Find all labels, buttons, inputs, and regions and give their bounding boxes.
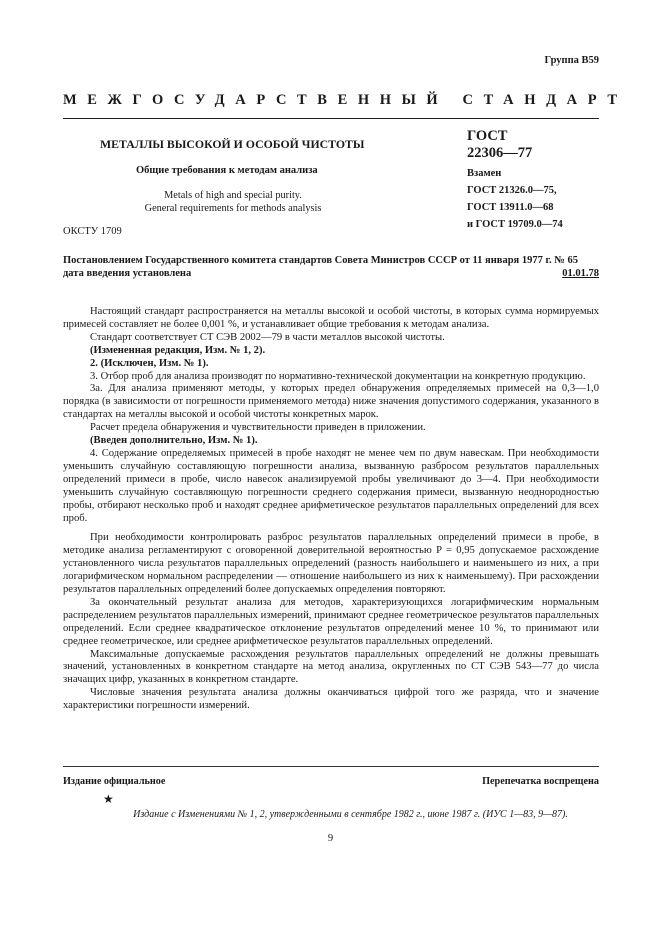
footer-rule (63, 766, 599, 767)
replaced-standard: и ГОСТ 19709.0—74 (467, 219, 563, 230)
standard-heading: МЕЖГОСУДАРСТВЕННЫЙ СТАНДАРТ (63, 92, 628, 108)
paragraph: При необходимости контролировать разброс результатов параллельных определений примеси в пробе, в методике анализа регламентируют с оговоренной доверительной вероятностью P = 0,95 допускаемое расхождение установленного числа результатов параллельных определений (разность наибольшего и наименьшего из них, а при логарифмическом нормальном распределении — отношение наибольшего из них к наименьшему). При расхождении результатов параллельных определений более допускаемых определения повторяют. (63, 532, 599, 596)
document-subtitle: Общие требования к методам анализа (136, 165, 318, 176)
gost-code-block (467, 128, 532, 162)
amendment-note: 2. (Исключен, Изм. № 1). (90, 357, 209, 369)
gost-number: 22306—77 (467, 145, 533, 161)
english-title-line-1: Metals of high and special purity. (164, 190, 302, 201)
paragraph: 4. Содержание определяемых примесей в пробе находят не менее чем по двум навескам. При необходимости уменьшить случайную составляющую погрешности анализа, вызванную разбросом результатов параллельных определений примеси в пробе, число навесок анализируемой пробы увеличивают до 3—4. При необходимости уменьшить случайную составляющую погрешности среднего содержания примеси, вызванную неоднородностью пробы, отбирают несколько проб и находят среднее арифметическое результатов параллельных определений для всех проб. (63, 447, 599, 524)
english-title (60, 189, 406, 215)
replaced-standard: ГОСТ 13911.0—68 (467, 202, 554, 213)
amendment-note: (Измененная редакция, Изм. № 1, 2). (90, 344, 266, 356)
introduction-date: 01.01.78 (562, 267, 599, 279)
official-edition-label: Издание официальное (63, 776, 166, 787)
paragraph: Стандарт соответствует СТ СЭВ 2002—79 в части металлов высокой чистоты. (90, 331, 445, 343)
gost-label: ГОСТ (467, 128, 508, 144)
amendment-note: (Введен дополнительно, Изм. № 1). (90, 435, 258, 447)
decree-block (63, 255, 599, 280)
paragraph: 3а. Для анализа применяют методы, у которых предел обнаружения определяемых примесей на 0,3—1,0 порядка (в зависимости от погрешности применяемого метода) ниже значения допустимого содержания, указанного в стандартах на металлы высокой и особой чистоты конкретных марок. (63, 383, 599, 421)
replaces-block (467, 165, 563, 233)
paragraph: Максимальные допускаемые расхождения результатов параллельных определений не должны превышать значений, установленных в конкретном стандарте на метод анализа, округленных по СТ СЭВ 543—77 до числа значащих цифр, указанных в конкретном стандарте. (63, 648, 599, 686)
body-text (63, 306, 599, 713)
okstu-code: ОКСТУ 1709 (63, 226, 122, 237)
decree-text: Постановлением Государственного комитета стандартов Совета Министров СССР от 11 января 1977 г. № 65 (63, 255, 578, 266)
paragraph: 3. Отбор проб для анализа производят по нормативно-технической документации на конкретную продукцию. (90, 370, 586, 382)
paragraph: Числовые значения результата анализа должны оканчиваться цифрой того же разряда, что и значение характеристики погрешности измерений. (63, 687, 599, 712)
replaces-label: Взамен (467, 168, 502, 179)
document-title: МЕТАЛЛЫ ВЫСОКОЙ И ОСОБОЙ ЧИСТОТЫ (100, 137, 365, 151)
page-number: 9 (327, 833, 334, 844)
english-title-line-2: General requirements for methods analysis (144, 203, 322, 214)
introduction-date-label: дата введения установлена (63, 267, 192, 279)
paragraph: Расчет предела обнаружения и чувствительности приведен в приложении. (90, 422, 426, 434)
reprint-prohibited-label: Перепечатка воспрещена (482, 776, 599, 787)
replaced-standard: ГОСТ 21326.0—75, (467, 185, 557, 196)
group-code: Группа В59 (544, 55, 599, 66)
edition-note: Издание с Изменениями № 1, 2, утвержденными в сентябре 1982 г., июне 1987 г. (ИУС 1—83, 9—87). (133, 809, 568, 820)
header-rule (63, 118, 599, 119)
paragraph: Настоящий стандарт распространяется на металлы высокой и особой чистоты, в которых сумма нормируемых примесей составляет не более 0,001 %, и устанавливает общие требования к методам анализа. (63, 306, 599, 330)
paragraph: За окончательный результат анализа для методов, характеризующихся логарифмическим нормальным распределением результатов параллельных измерений, принимают среднее геометрическое результатов параллельных определений. Если среднее квадратическое отклонение результатов определений менее 10 %, то принимают или среднее геометрическое, или среднее арифметическое результатов параллельных определений. (63, 596, 599, 647)
star-icon: ★ (103, 792, 114, 806)
